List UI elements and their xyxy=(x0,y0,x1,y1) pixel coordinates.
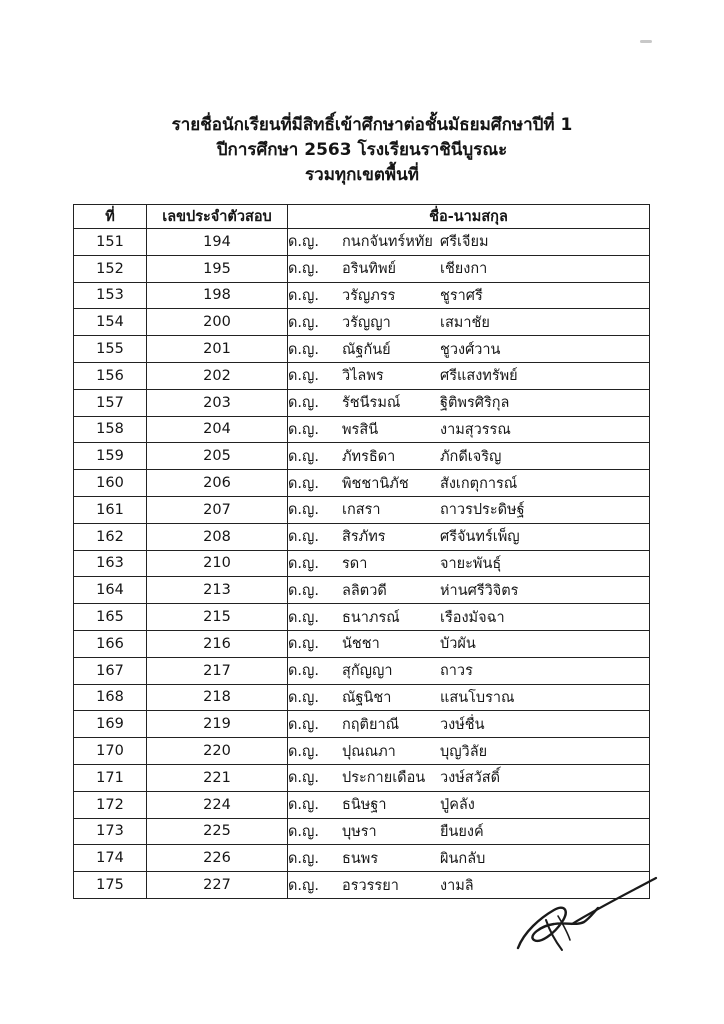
last-name: ศรีแสงทรัพย์ xyxy=(440,368,518,385)
first-name: ธนพร xyxy=(342,850,379,867)
name-prefix: ด.ญ. xyxy=(288,770,319,787)
cell-exam-id: 207 xyxy=(147,496,288,523)
first-name: ประกายเดือน xyxy=(342,770,426,787)
name-prefix: ด.ญ. xyxy=(288,475,319,492)
cell-name xyxy=(288,791,650,818)
cell-name xyxy=(288,523,650,550)
last-name: บัวผัน xyxy=(440,636,476,653)
table-row xyxy=(74,470,650,497)
cell-exam-id: 198 xyxy=(147,282,288,309)
scan-speck xyxy=(640,40,652,43)
first-name: รดา xyxy=(342,555,368,572)
last-name: งามลิ xyxy=(440,877,474,894)
cell-name xyxy=(288,229,650,256)
name-prefix: ด.ญ. xyxy=(288,823,319,840)
name-prefix: ด.ญ. xyxy=(288,395,319,412)
last-name: ยืนยงค์ xyxy=(440,823,484,840)
name-prefix: ด.ญ. xyxy=(288,636,319,653)
cell-name xyxy=(288,282,650,309)
cell-no: 169 xyxy=(74,711,147,738)
table-row xyxy=(74,309,650,336)
table-row xyxy=(74,362,650,389)
cell-no: 157 xyxy=(74,389,147,416)
header-name: ชื่อ-นามสกุล xyxy=(288,205,650,229)
cell-no: 160 xyxy=(74,470,147,497)
name-prefix: ด.ญ. xyxy=(288,502,319,519)
first-name: วรัญภรร xyxy=(342,287,396,304)
cell-name xyxy=(288,496,650,523)
title-line-3: รวมทุกเขตพื้นที่ xyxy=(305,165,419,185)
first-name: อรินทิพย์ xyxy=(342,261,397,278)
cell-exam-id: 200 xyxy=(147,309,288,336)
last-name: ผินกลับ xyxy=(440,850,486,867)
cell-no: 155 xyxy=(74,336,147,363)
last-name: ห่านศรีวิจิตร xyxy=(440,582,519,599)
table-row xyxy=(74,845,650,872)
first-name: ณัฐกันย์ xyxy=(342,341,391,358)
name-prefix: ด.ญ. xyxy=(288,261,319,278)
cell-name xyxy=(288,604,650,631)
cell-no: 170 xyxy=(74,738,147,765)
cell-exam-id: 202 xyxy=(147,362,288,389)
table-row xyxy=(74,550,650,577)
student-roster-table xyxy=(73,204,650,899)
last-name: บุญวิลัย xyxy=(440,743,488,760)
cell-no: 154 xyxy=(74,309,147,336)
first-name: นัชชา xyxy=(342,636,380,653)
cell-no: 162 xyxy=(74,523,147,550)
title-line-1: รายชื่อนักเรียนที่มีสิทธิ์เข้าศึกษาต่อชั้นมัธยมศึกษาปีที่ 1 xyxy=(171,115,573,135)
cell-exam-id: 206 xyxy=(147,470,288,497)
last-name: เชียงกา xyxy=(440,261,488,278)
cell-name xyxy=(288,309,650,336)
cell-no: 158 xyxy=(74,416,147,443)
table-row xyxy=(74,818,650,845)
first-name: พรสินี xyxy=(342,421,379,438)
last-name: วงษ์ชื่น xyxy=(440,716,485,733)
table-row xyxy=(74,630,650,657)
name-prefix: ด.ญ. xyxy=(288,877,319,894)
last-name: ถาวรประดิษฐ์ xyxy=(440,502,525,519)
header-no: ที่ xyxy=(74,205,147,229)
table-body xyxy=(74,229,650,899)
table-row xyxy=(74,738,650,765)
cell-name xyxy=(288,577,650,604)
last-name: แสนโบราณ xyxy=(440,689,515,706)
cell-no: 168 xyxy=(74,684,147,711)
cell-exam-id: 194 xyxy=(147,229,288,256)
cell-no: 163 xyxy=(74,550,147,577)
last-name: เสมาชัย xyxy=(440,314,490,331)
cell-name xyxy=(288,362,650,389)
first-name: สุกัญญา xyxy=(342,663,393,680)
cell-exam-id: 221 xyxy=(147,764,288,791)
cell-name xyxy=(288,684,650,711)
cell-no: 161 xyxy=(74,496,147,523)
first-name: วิไลพร xyxy=(342,368,384,385)
table-row xyxy=(74,684,650,711)
first-name: อรวรรยา xyxy=(342,877,399,894)
cell-no: 164 xyxy=(74,577,147,604)
first-name: กฤติยาณี xyxy=(342,716,400,733)
first-name: ปุณณภา xyxy=(342,743,396,760)
name-prefix: ด.ญ. xyxy=(288,689,319,706)
name-prefix: ด.ญ. xyxy=(288,716,319,733)
title-line-2: ปีการศึกษา 2563 โรงเรียนราชินีบูรณะ xyxy=(216,140,508,160)
cell-name xyxy=(288,443,650,470)
name-prefix: ด.ญ. xyxy=(288,529,319,546)
name-prefix: ด.ญ. xyxy=(288,234,319,251)
table-row xyxy=(74,416,650,443)
name-prefix: ด.ญ. xyxy=(288,314,319,331)
first-name: ณัฐนิชา xyxy=(342,689,392,706)
cell-exam-id: 227 xyxy=(147,872,288,899)
first-name: บุษรา xyxy=(342,823,377,840)
table-row xyxy=(74,523,650,550)
cell-no: 159 xyxy=(74,443,147,470)
first-name: สิรภัทร xyxy=(342,529,386,546)
cell-name xyxy=(288,657,650,684)
cell-name xyxy=(288,255,650,282)
cell-name xyxy=(288,336,650,363)
cell-exam-id: 201 xyxy=(147,336,288,363)
cell-no: 172 xyxy=(74,791,147,818)
cell-exam-id: 217 xyxy=(147,657,288,684)
last-name: ศรีเจียม xyxy=(440,234,489,251)
table-row xyxy=(74,764,650,791)
cell-exam-id: 215 xyxy=(147,604,288,631)
cell-exam-id: 210 xyxy=(147,550,288,577)
cell-exam-id: 219 xyxy=(147,711,288,738)
cell-name xyxy=(288,818,650,845)
table-row xyxy=(74,336,650,363)
header-exam-id: เลขประจำตัวสอบ xyxy=(147,205,288,229)
first-name: ธนิษฐา xyxy=(342,797,387,814)
table-row xyxy=(74,577,650,604)
cell-name xyxy=(288,416,650,443)
cell-exam-id: 216 xyxy=(147,630,288,657)
first-name: กนกจันทร์หทัย xyxy=(342,234,433,251)
first-name: ภัทรธิดา xyxy=(342,448,396,465)
name-prefix: ด.ญ. xyxy=(288,368,319,385)
name-prefix: ด.ญ. xyxy=(288,797,319,814)
first-name: ลลิตวดี xyxy=(342,582,387,599)
cell-no: 175 xyxy=(74,872,147,899)
cell-exam-id: 218 xyxy=(147,684,288,711)
table-row xyxy=(74,604,650,631)
cell-no: 156 xyxy=(74,362,147,389)
table-row xyxy=(74,496,650,523)
cell-name xyxy=(288,738,650,765)
name-prefix: ด.ญ. xyxy=(288,582,319,599)
first-name: รัชนีรมณ์ xyxy=(342,395,401,412)
cell-no: 152 xyxy=(74,255,147,282)
handwritten-signature xyxy=(510,870,660,960)
table-row xyxy=(74,229,650,256)
last-name: จายะพันธุ์ xyxy=(440,555,502,572)
cell-name xyxy=(288,630,650,657)
cell-name xyxy=(288,711,650,738)
cell-exam-id: 204 xyxy=(147,416,288,443)
cell-name xyxy=(288,845,650,872)
last-name: งามสุวรรณ xyxy=(440,421,511,438)
cell-no: 167 xyxy=(74,657,147,684)
first-name: ธนาภรณ์ xyxy=(342,609,400,626)
cell-name xyxy=(288,470,650,497)
last-name: ภักดีเจริญ xyxy=(440,448,502,465)
cell-no: 171 xyxy=(74,764,147,791)
last-name: ชูวงศ์วาน xyxy=(440,341,501,358)
cell-exam-id: 225 xyxy=(147,818,288,845)
name-prefix: ด.ญ. xyxy=(288,850,319,867)
table-row xyxy=(74,282,650,309)
table-row xyxy=(74,389,650,416)
table-row xyxy=(74,711,650,738)
last-name: เรืองมัจฉา xyxy=(440,609,505,626)
cell-no: 166 xyxy=(74,630,147,657)
name-prefix: ด.ญ. xyxy=(288,555,319,572)
table-row xyxy=(74,791,650,818)
name-prefix: ด.ญ. xyxy=(288,448,319,465)
table-row xyxy=(74,657,650,684)
cell-exam-id: 203 xyxy=(147,389,288,416)
cell-exam-id: 224 xyxy=(147,791,288,818)
name-prefix: ด.ญ. xyxy=(288,341,319,358)
cell-name xyxy=(288,764,650,791)
cell-exam-id: 220 xyxy=(147,738,288,765)
cell-no: 174 xyxy=(74,845,147,872)
cell-exam-id: 195 xyxy=(147,255,288,282)
last-name: ชูราศรี xyxy=(440,287,483,304)
first-name: พิชชานิภัช xyxy=(342,475,409,492)
last-name: ปู่คลัง xyxy=(440,797,475,814)
cell-name xyxy=(288,550,650,577)
last-name: วงษ์สวัสดิ์ xyxy=(440,770,501,787)
name-prefix: ด.ญ. xyxy=(288,743,319,760)
cell-exam-id: 205 xyxy=(147,443,288,470)
cell-name xyxy=(288,389,650,416)
table-row xyxy=(74,443,650,470)
name-prefix: ด.ญ. xyxy=(288,663,319,680)
table-row xyxy=(74,255,650,282)
name-prefix: ด.ญ. xyxy=(288,287,319,304)
name-prefix: ด.ญ. xyxy=(288,421,319,438)
first-name: วรัญญา xyxy=(342,314,391,331)
document-title xyxy=(0,113,724,188)
cell-no: 153 xyxy=(74,282,147,309)
cell-no: 151 xyxy=(74,229,147,256)
last-name: ถาวร xyxy=(440,663,473,680)
cell-exam-id: 226 xyxy=(147,845,288,872)
first-name: เกสรา xyxy=(342,502,381,519)
last-name: ฐิติพรศิริกุล xyxy=(440,395,510,412)
cell-exam-id: 213 xyxy=(147,577,288,604)
cell-no: 173 xyxy=(74,818,147,845)
last-name: สังเกตุการณ์ xyxy=(440,475,518,492)
table-header-row xyxy=(74,205,650,229)
cell-exam-id: 208 xyxy=(147,523,288,550)
cell-no: 165 xyxy=(74,604,147,631)
name-prefix: ด.ญ. xyxy=(288,609,319,626)
last-name: ศรีจันทร์เพ็ญ xyxy=(440,529,520,546)
